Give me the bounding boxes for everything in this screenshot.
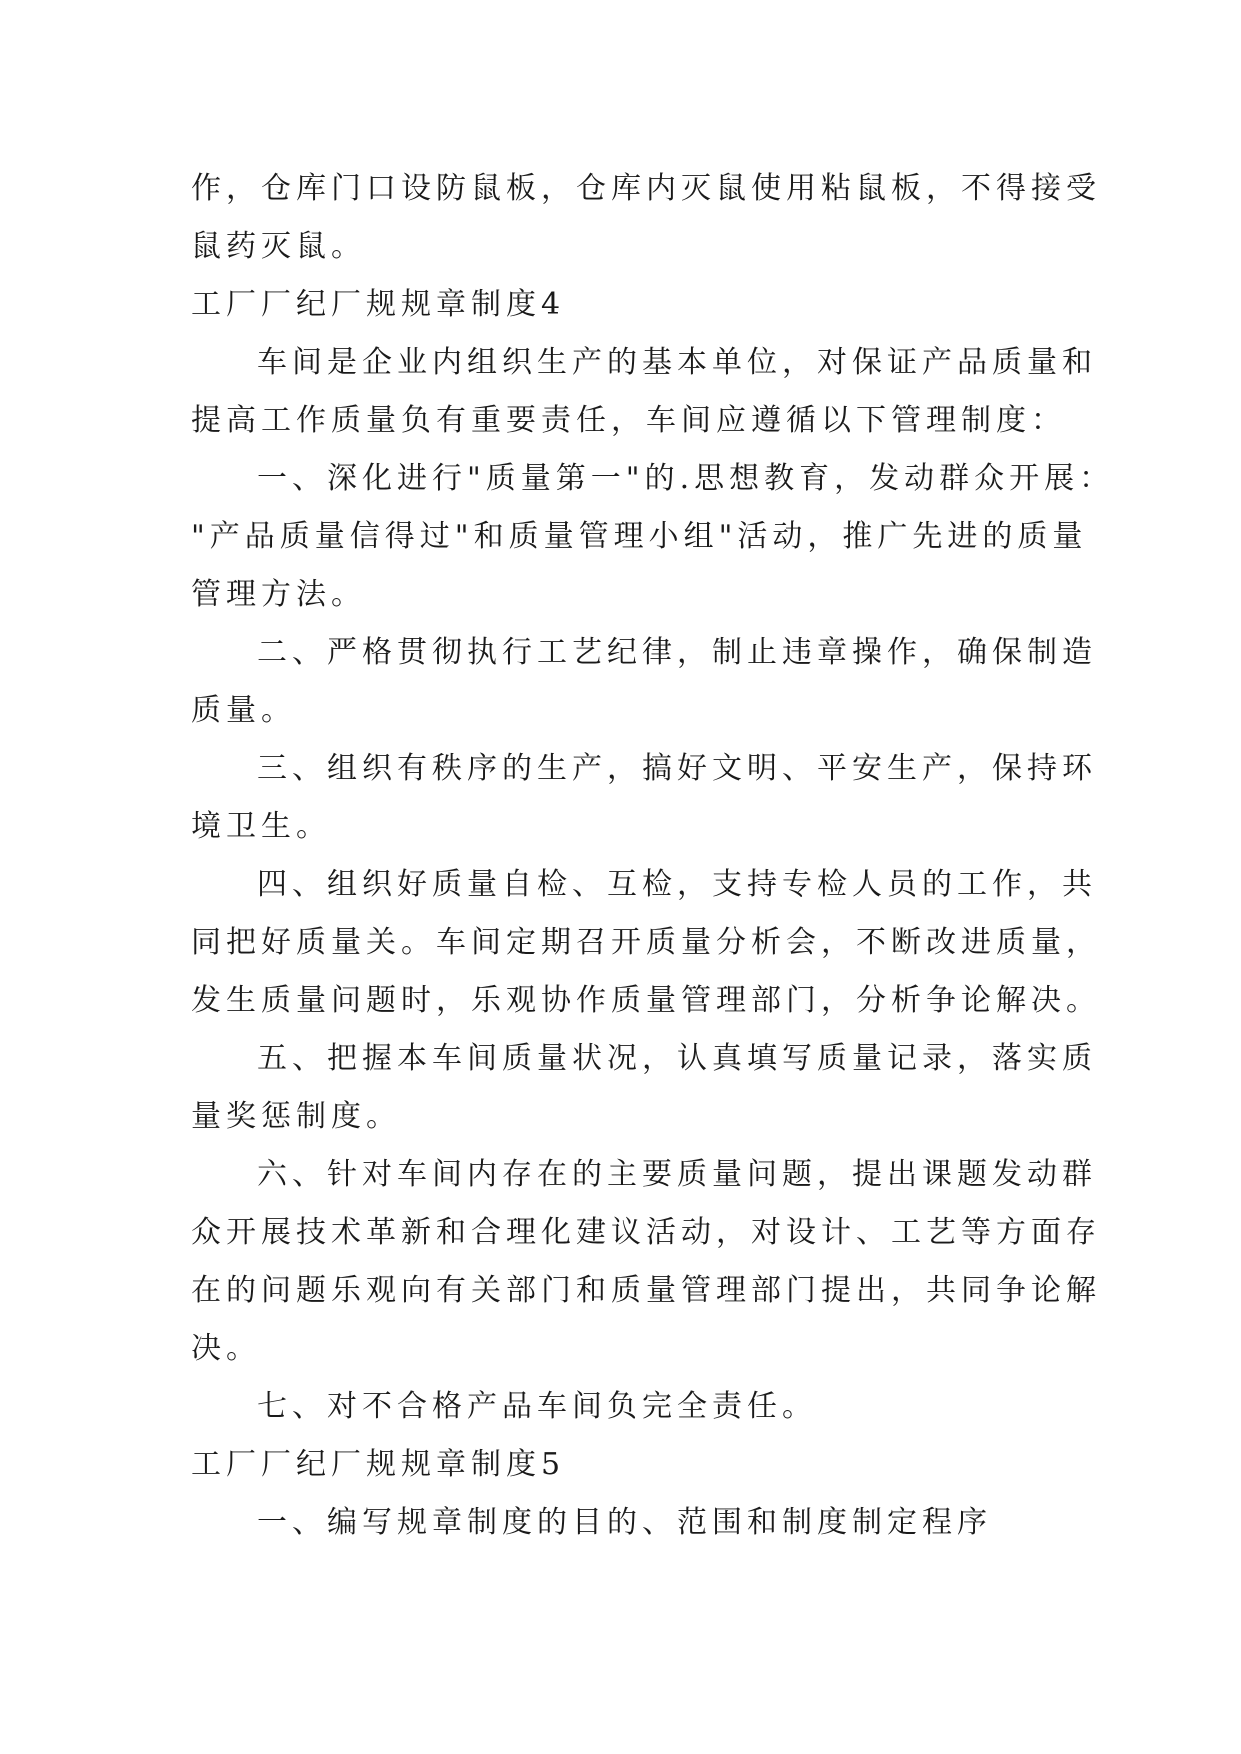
text-line: 鼠药灭鼠。 — [191, 229, 366, 264]
text-line: 管理方法。 — [191, 577, 366, 612]
text-line: 三、组织有秩序的生产，搞好文明、平安生产，保持环 — [257, 751, 1097, 786]
text-line: 工厂厂纪厂规规章制度5 — [191, 1447, 566, 1482]
text-line: 量奖惩制度。 — [191, 1099, 401, 1134]
text-line: 五、把握本车间质量状况，认真填写质量记录，落实质 — [257, 1041, 1097, 1076]
text-line: 一、编写规章制度的目的、范围和制度制定程序 — [257, 1505, 992, 1540]
text-line: 发生质量问题时，乐观协作质量管理部门，分析争论解决。 — [191, 983, 1101, 1018]
text-line: 决。 — [191, 1331, 261, 1366]
text-line: 二、严格贯彻执行工艺纪律，制止违章操作，确保制造 — [257, 635, 1097, 670]
text-line: 质量。 — [191, 693, 296, 728]
text-line: 作，仓库门口设防鼠板，仓库内灭鼠使用粘鼠板，不得接受 — [191, 171, 1101, 206]
text-line: 在的问题乐观向有关部门和质量管理部门提出，共同争论解 — [191, 1273, 1101, 1308]
text-line: 六、针对车间内存在的主要质量问题，提出课题发动群 — [257, 1157, 1097, 1192]
text-line: 工厂厂纪厂规规章制度4 — [191, 287, 566, 322]
text-line: 车间是企业内组织生产的基本单位，对保证产品质量和 — [257, 345, 1097, 380]
text-line: 四、组织好质量自检、互检，支持专检人员的工作，共 — [257, 867, 1097, 902]
text-line: "产品质量信得过"和质量管理小组"活动，推广先进的质量 — [191, 519, 1088, 554]
text-line: 一、深化进行"质量第一"的.思想教育，发动群众开展： — [257, 461, 1115, 496]
text-line: 境卫生。 — [191, 809, 331, 844]
text-line: 提高工作质量负有重要责任，车间应遵循以下管理制度： — [191, 403, 1066, 438]
document-body — [191, 160, 1115, 1552]
text-line: 众开展技术革新和合理化建议活动，对设计、工艺等方面存 — [191, 1215, 1101, 1250]
text-line: 七、对不合格产品车间负完全责任。 — [257, 1389, 817, 1424]
text-line: 同把好质量关。车间定期召开质量分析会，不断改进质量， — [191, 925, 1101, 960]
